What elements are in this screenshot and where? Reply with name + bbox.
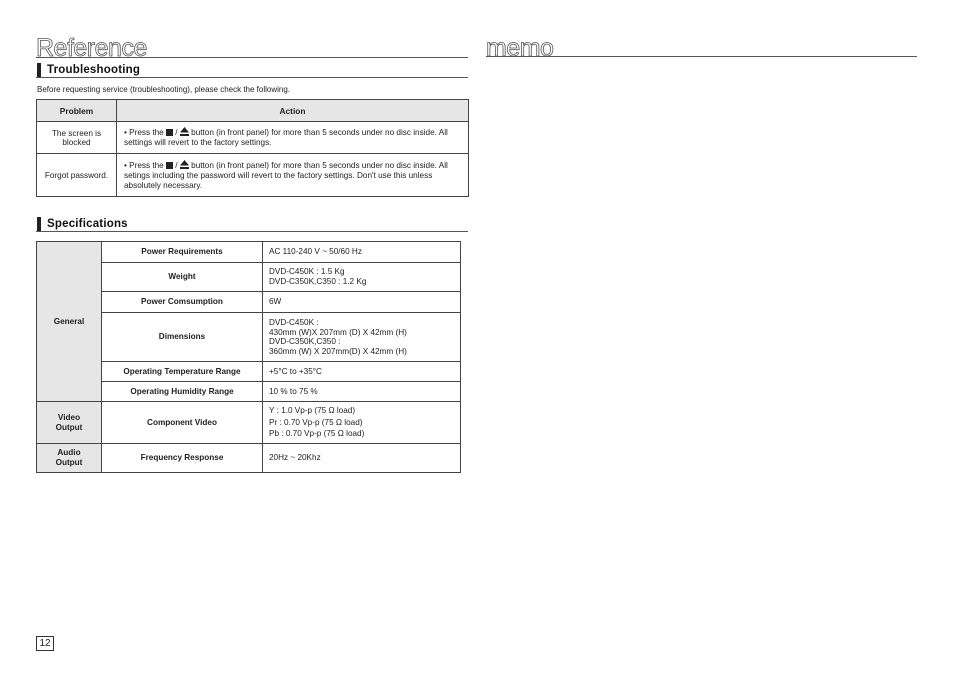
spec-item: Component Video [102, 402, 263, 444]
spec-item: Power Requirements [102, 242, 263, 263]
spec-row [37, 242, 461, 263]
spec-value: 20Hz ~ 20Khz [263, 444, 461, 473]
spec-category: Video Output [37, 402, 102, 444]
spec-value: 6W [263, 292, 461, 313]
troubleshooting-table [36, 99, 469, 197]
memo-rule [486, 56, 917, 57]
spec-category: General [37, 242, 102, 402]
specifications-heading: Specifications [37, 217, 128, 231]
action-separator: / [175, 128, 178, 137]
spec-item: Operating Humidity Range [102, 382, 263, 402]
troubleshooting-heading: Troubleshooting [37, 63, 140, 77]
spec-value: 10 % to 75 % [263, 382, 461, 402]
troubleshooting-rule [36, 77, 468, 78]
stop-icon [166, 162, 173, 169]
spec-category: Audio Output [37, 444, 102, 473]
action-cell [117, 122, 469, 154]
spec-item: Operating Temperature Range [102, 362, 263, 382]
title-rule [36, 57, 468, 58]
problem-cell: Forgot password. [37, 154, 117, 197]
spec-item: Dimensions [102, 313, 263, 362]
spec-value: DVD-C450K : 430mm (W)X 207mm (D) X 42mm (H) DVD-C350K,C350 : 360mm (W) X 207mm(D) X 42mm (H) [263, 313, 461, 362]
troubleshooting-intro: Before requesting service (troubleshooting), please check the following. [37, 85, 291, 94]
spec-row [37, 444, 461, 473]
spec-item: Power Comsumption [102, 292, 263, 313]
stop-icon [166, 129, 173, 136]
spec-value: +5°C to +35°C [263, 362, 461, 382]
action-cell [117, 154, 469, 197]
spec-value: Y : 1.0 Vp-p (75 Ω load) Pr : 0.70 Vp-p (75 Ω load) Pb : 0.70 Vp-p (75 Ω load) [263, 402, 461, 444]
page-number: 12 [36, 636, 54, 651]
action-text-before: • Press the [124, 160, 164, 170]
action-separator: / [175, 160, 178, 170]
eject-icon [180, 127, 189, 136]
page-title: Reference [36, 34, 147, 62]
header-action: Action [117, 100, 469, 122]
spec-value: AC 110-240 V ~ 50/60 Hz [263, 242, 461, 263]
spec-item: Frequency Response [102, 444, 263, 473]
spec-value: DVD-C450K : 1.5 Kg DVD-C350K,C350 : 1.2 Kg [263, 263, 461, 292]
specifications-table [36, 241, 461, 473]
spec-item: Weight [102, 263, 263, 292]
specifications-rule [36, 231, 468, 232]
action-text-after: button (in front panel) for more than 5 seconds under no disc inside. All setings including the password will revert to the factory settings. Don't use this unless absolutely necessary. [124, 160, 448, 190]
eject-icon [180, 160, 189, 169]
memo-title: memo [486, 34, 554, 62]
header-problem: Problem [37, 100, 117, 122]
table-row [37, 154, 469, 197]
table-header-row [37, 100, 469, 122]
spec-row [37, 402, 461, 444]
action-text-before: • Press the [124, 128, 164, 137]
problem-cell: The screen is blocked [37, 122, 117, 154]
action-text-after: button (in front panel) for more than 5 seconds under no disc inside. All settings will revert to the factory settings. [124, 128, 448, 147]
table-row [37, 122, 469, 154]
